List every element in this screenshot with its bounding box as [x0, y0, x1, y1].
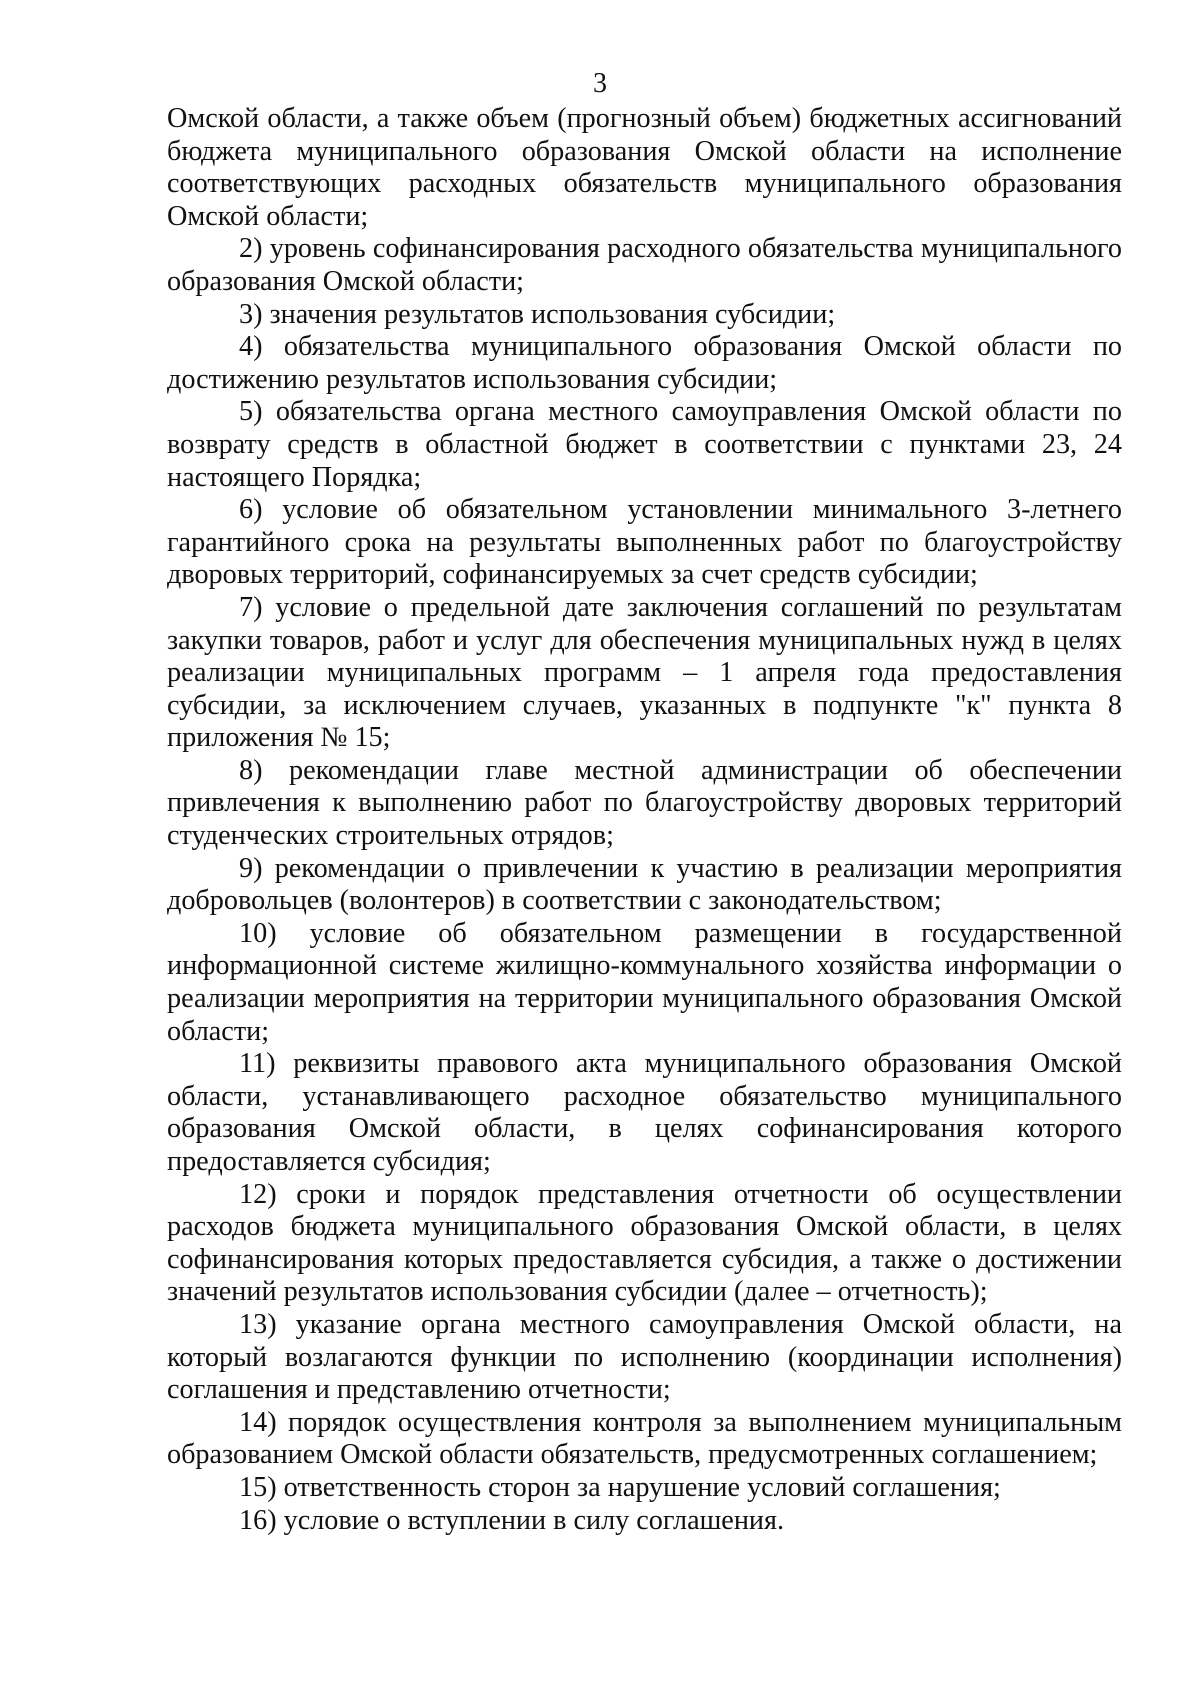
list-item-9: 9) рекомендации о привлечении к участию в реализации мероприятия добровольцев (волонтеров) в соответствии с законодательством; — [167, 852, 1122, 917]
list-item-7: 7) условие о предельной дате заключения соглашений по результатам закупки товаров, работ и услуг для обеспечения муниципальных нужд в целях реализации муниципальных программ – 1 апреля года предоставления субсидии, за исключением случаев, указанных в подпункте "к" пункта 8 приложения № 15; — [167, 591, 1122, 754]
list-item-10: 10) условие об обязательном размещении в государственной информационной системе жилищно-коммунального хозяйства информации о реализации мероприятия на территории муниципального образования Омской области; — [167, 917, 1122, 1047]
list-item-16: 16) условие о вступлении в силу соглашения. — [239, 1504, 785, 1536]
paragraph-continuation: Омской области, а также объем (прогнозный объем) бюджетных ассигнований бюджета муниципального образования Омской области на исполнение соответствующих расходных обязательств муниципального образования Омской области; — [167, 103, 1122, 232]
list-item-5: 5) обязательства органа местного самоуправления Омской области по возврату средств в областной бюджет в соответствии с пунктами 23, 24 настоящего Порядка; — [167, 396, 1122, 493]
list-item-6: 6) условие об обязательном установлении минимального 3-летнего гарантийного срока на результаты выполненных работ по благоустройству дворовых территорий, софинансируемых за счет средств субсидии; — [167, 494, 1122, 591]
document-body — [167, 103, 1122, 1537]
list-item-12: 12) сроки и порядок представления отчетности об осуществлении расходов бюджета муниципального образования Омской области, в целях софинансирования которых предоставляется субсидия, а также о достижении значений результатов использования субсидии (далее – отчетность); — [167, 1178, 1122, 1308]
page-number: 3 — [593, 68, 607, 99]
list-item-11: 11) реквизиты правового акта муниципального образования Омской области, устанавливающего расходное обязательство муниципального образования Омской области, в целях софинансирования которого предоставляется субсидия; — [167, 1048, 1122, 1177]
list-item-13: 13) указание органа местного самоуправления Омской области, на который возлагаются функции по исполнению (координации исполнения) соглашения и представлению отчетности; — [167, 1308, 1122, 1406]
list-item-3: 3) значения результатов использования субсидии; — [239, 298, 836, 330]
list-item-2: 2) уровень софинансирования расходного обязательства муниципального образования Омской области; — [167, 233, 1122, 297]
list-item-8: 8) рекомендации главе местной администрации об обеспечении привлечения к выполнению работ по благоустройству дворовых территорий студенческих строительных отрядов; — [167, 754, 1122, 852]
list-item-4: 4) обязательства муниципального образования Омской области по достижению результатов использования субсидии; — [167, 331, 1122, 395]
list-item-14: 14) порядок осуществления контроля за выполнением муниципальным образованием Омской области обязательств, предусмотренных соглашением; — [167, 1406, 1122, 1471]
list-item-15: 15) ответственность сторон за нарушение условий соглашения; — [239, 1471, 1001, 1503]
